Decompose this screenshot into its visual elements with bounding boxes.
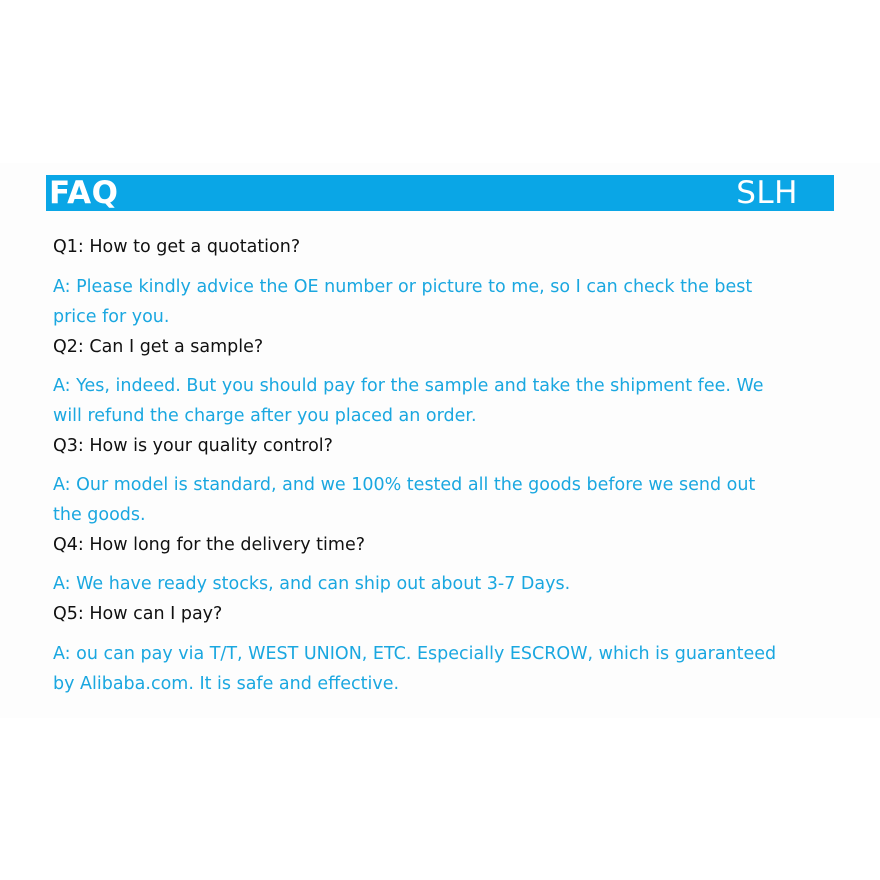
faq-question-2: Q2: Can I get a sample? bbox=[53, 337, 264, 357]
faq-answer-3-line-1: A: Our model is standard, and we 100% tested all the goods before we send out bbox=[53, 475, 756, 495]
faq-answer-5-line-2: by Alibaba.com. It is safe and effective. bbox=[53, 674, 400, 694]
faq-answer-2-line-2: will refund the charge after you placed an order. bbox=[53, 406, 477, 426]
faq-answer-1-line-2: price for you. bbox=[53, 307, 170, 327]
faq-title: FAQ bbox=[49, 175, 119, 211]
faq-question-3: Q3: How is your quality control? bbox=[53, 436, 333, 456]
faq-answer-4-line-1: A: We have ready stocks, and can ship out about 3-7 Days. bbox=[53, 574, 571, 594]
faq-question-4: Q4: How long for the delivery time? bbox=[53, 535, 366, 555]
faq-header-bar bbox=[46, 175, 834, 211]
brand-name: SLH bbox=[736, 175, 798, 211]
faq-answer-1-line-1: A: Please kindly advice the OE number or picture to me, so I can check the best bbox=[53, 277, 753, 297]
faq-answer-3-line-2: the goods. bbox=[53, 505, 146, 525]
faq-question-1: Q1: How to get a quotation? bbox=[53, 237, 301, 257]
faq-answer-2-line-1: A: Yes, indeed. But you should pay for the sample and take the shipment fee. We bbox=[53, 376, 764, 396]
faq-question-5: Q5: How can I pay? bbox=[53, 604, 223, 624]
faq-answer-5-line-1: A: ou can pay via T/T, WEST UNION, ETC. Especially ESCROW, which is guaranteed bbox=[53, 644, 777, 664]
